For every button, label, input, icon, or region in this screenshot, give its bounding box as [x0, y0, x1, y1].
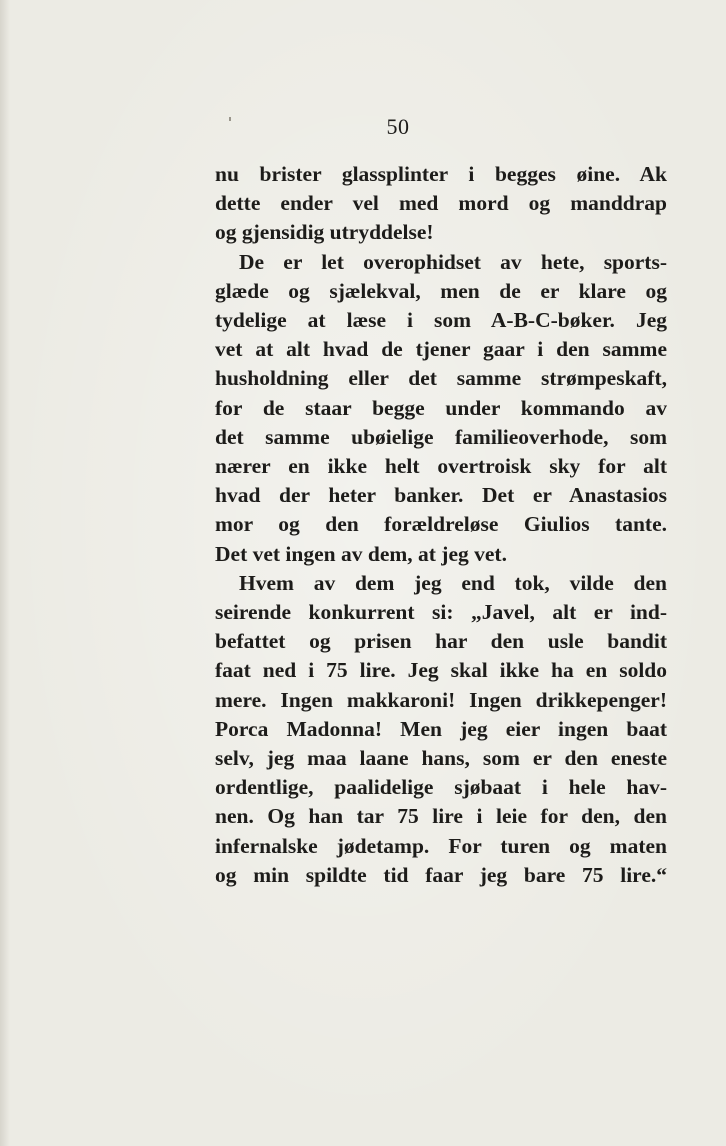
text-line: faat ned i 75 lire. Jeg skal ikke ha en soldo [215, 658, 667, 683]
text-line: Hvem av dem jeg end tok, vilde den [239, 570, 667, 595]
text-line: dette ender vel med mord og manddrap [215, 191, 667, 216]
text-line: og gjensidig utryddelse! [215, 220, 434, 245]
text-line: husholdning eller det samme strømpeskaft, [215, 366, 667, 391]
text-line: Porca Madonna! Men jeg eier ingen baat [215, 716, 667, 741]
text-line: hvad der heter banker. Det er Anastasios [215, 483, 667, 508]
text-line: tydelige at læse i som A-B-C-bøker. Jeg [215, 308, 667, 333]
text-line: for de staar begge under kommando av [215, 395, 667, 420]
text-line: De er let overophidset av hete, sports- [239, 249, 667, 274]
text-line: befattet og prisen har den usle bandit [215, 629, 667, 654]
text-line: vet at alt hvad de tjener gaar i den samme [215, 337, 667, 362]
text-line: ordentlige, paalidelige sjøbaat i hele hav- [215, 775, 667, 800]
text-line: infernalske jødetamp. For turen og maten [215, 833, 667, 858]
text-line: mere. Ingen makkaroni! Ingen drikkepenger! [215, 687, 667, 712]
text-line: nu brister glassplinter i begges øine. Ak [215, 162, 667, 186]
text-line: nærer en ikke helt overtroisk sky for alt [215, 454, 667, 479]
text-line: mor og den forældreløse Giulios tante. [215, 512, 667, 537]
text-line: nen. Og han tar 75 lire i leie for den, den [215, 804, 667, 829]
text-line: glæde og sjælekval, men de er klare og [215, 278, 667, 303]
page-number: 50 [386, 114, 410, 139]
text-line: det samme ubøielige familieoverhode, som [215, 424, 667, 449]
text-line: og min spildte tid faar jeg bare 75 lire.“ [215, 862, 667, 887]
body-text [215, 160, 667, 890]
text-line: seirende konkurrent si: „Javel, alt er ind- [215, 600, 667, 625]
text-line: Det vet ingen av dem, at jeg vet. [215, 541, 507, 566]
page-edge-shadow [0, 0, 10, 1146]
text-line: selv, jeg maa laane hans, som er den eneste [215, 746, 667, 771]
